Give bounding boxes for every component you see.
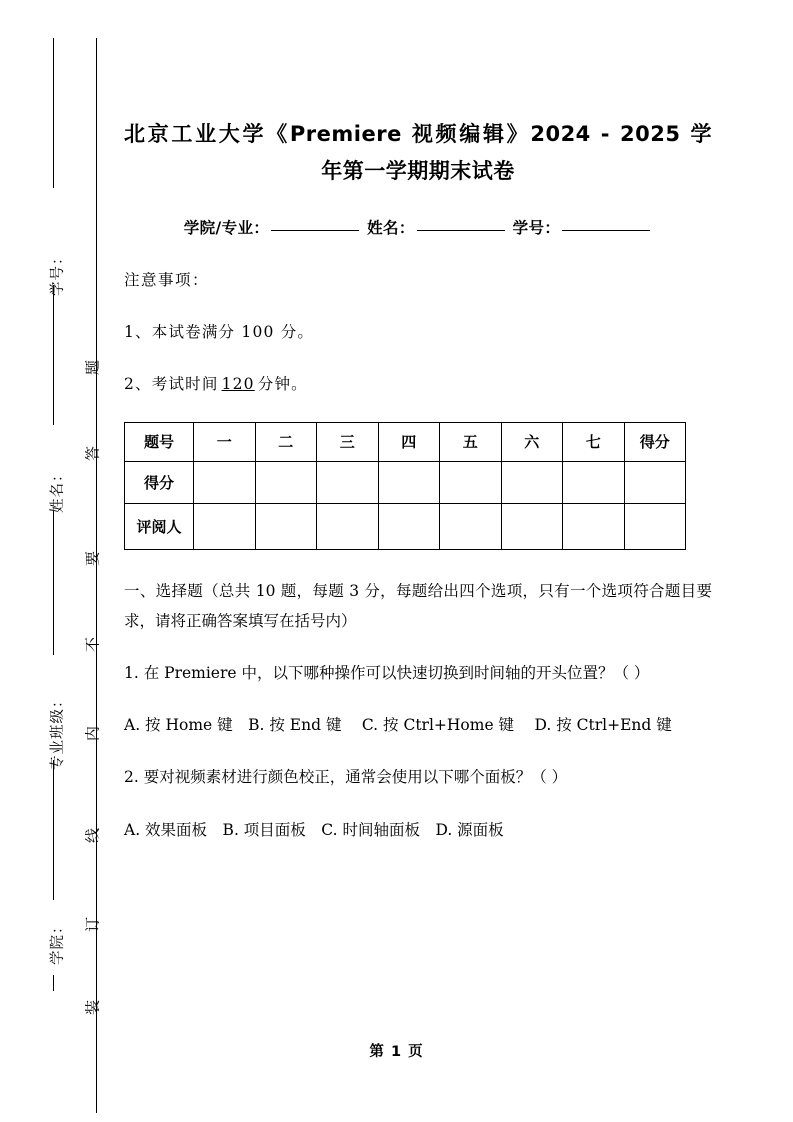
binding-line-outer-segment [53, 510, 54, 655]
question-1-stem: 1. 在 Premiere 中，以下哪种操作可以快速切换到时间轴的开头位置？（ ） [124, 663, 650, 682]
table-row [125, 461, 686, 503]
binding-line-outer-segment [53, 975, 54, 991]
binding-line-outer-segment [53, 760, 54, 900]
score-table-header-cell: 一 [194, 422, 256, 461]
college-major-blank[interactable] [271, 230, 359, 231]
score-table-header-cell: 得分 [624, 422, 686, 461]
page-title-line-2: 年第一学期期末试卷 [321, 158, 515, 183]
score-table-header-cell: 五 [440, 422, 502, 461]
margin-label-name: 姓名： [50, 466, 66, 513]
question-2-options: A. 效果面板 B. 项目面板 C. 时间轴面板 D. 源面板 [124, 820, 504, 839]
marker-cell[interactable] [317, 503, 379, 549]
score-table-header-cell: 四 [378, 422, 440, 461]
exam-duration-value: 120 [221, 374, 255, 393]
score-table [124, 422, 686, 550]
margin-label-major-class: 专业班级： [50, 692, 66, 770]
student-id-blank[interactable] [562, 230, 650, 231]
college-major-label: 学院/专业： [183, 217, 270, 237]
binding-line-outer-segment [53, 38, 54, 188]
margin-seal-char: 不 [83, 637, 102, 653]
score-table-header-cell: 三 [317, 422, 379, 461]
marker-cell[interactable] [255, 503, 317, 549]
score-cell[interactable] [194, 461, 256, 503]
binding-line-outer-segment [53, 285, 54, 425]
page-footer: 第 1 页 [369, 1044, 424, 1060]
score-table-header-cell: 题号 [125, 422, 194, 461]
note-2-before: 2、考试时间 [124, 374, 219, 393]
score-cell[interactable] [378, 461, 440, 503]
margin-seal-char: 答 [83, 446, 102, 462]
section-heading-1: 一、选择题（总共 10 题，每题 3 分，每题给出四个选项，只有一个选项符合题目要求，请将正确答案填写在括号内） [124, 581, 712, 630]
margin-seal-char: 线 [83, 828, 102, 844]
note-2-after: 分钟。 [257, 374, 308, 393]
score-cell[interactable] [440, 461, 502, 503]
student-id-label: 学号： [512, 217, 561, 237]
question-1-options: A. 按 Home 键 B. 按 End 键 C. 按 Ctrl+Home 键 D. 按 Ctrl+End 键 [124, 716, 672, 735]
marker-cell[interactable] [194, 503, 256, 549]
marker-cell[interactable] [501, 503, 563, 549]
marker-cell[interactable] [378, 503, 440, 549]
table-row-header [125, 422, 686, 461]
marker-row-label: 评阅人 [125, 503, 194, 549]
score-table-header-cell: 七 [563, 422, 625, 461]
document-content [124, 0, 712, 845]
score-table-header-cell: 六 [501, 422, 563, 461]
binding-line-inner [96, 38, 97, 1113]
score-cell[interactable] [501, 461, 563, 503]
page-title [124, 0, 712, 190]
marker-cell[interactable] [563, 503, 625, 549]
margin-seal-char: 要 [83, 551, 102, 567]
page-title-line-1: 北京工业大学《Premiere 视频编辑》2024 - 2025 学 [124, 122, 712, 146]
note-item-1: 1、本试卷满分 100 分。 [124, 322, 315, 341]
name-label: 姓名： [367, 217, 415, 237]
margin-label-student-id: 学号： [50, 249, 66, 296]
question-2-stem: 2. 要对视频素材进行颜色校正，通常会使用以下哪个面板？（ ） [124, 768, 568, 787]
margin-seal-char: 装 [83, 1000, 102, 1016]
name-blank[interactable] [417, 230, 505, 231]
margin-seal-char: 内 [83, 726, 102, 742]
identity-line [124, 190, 712, 238]
margin-label-college: 学院： [50, 918, 66, 965]
table-row [125, 503, 686, 549]
marker-cell[interactable] [440, 503, 502, 549]
note-item-2 [124, 342, 712, 394]
score-cell[interactable] [624, 461, 686, 503]
score-cell[interactable] [255, 461, 317, 503]
score-table-header-cell: 二 [255, 422, 317, 461]
margin-seal-char: 订 [83, 917, 102, 933]
score-row-label: 得分 [125, 461, 194, 503]
notes-heading: 注意事项： [124, 270, 210, 289]
marker-cell[interactable] [624, 503, 686, 549]
score-cell[interactable] [317, 461, 379, 503]
score-cell[interactable] [563, 461, 625, 503]
margin-seal-char: 题 [83, 360, 102, 376]
